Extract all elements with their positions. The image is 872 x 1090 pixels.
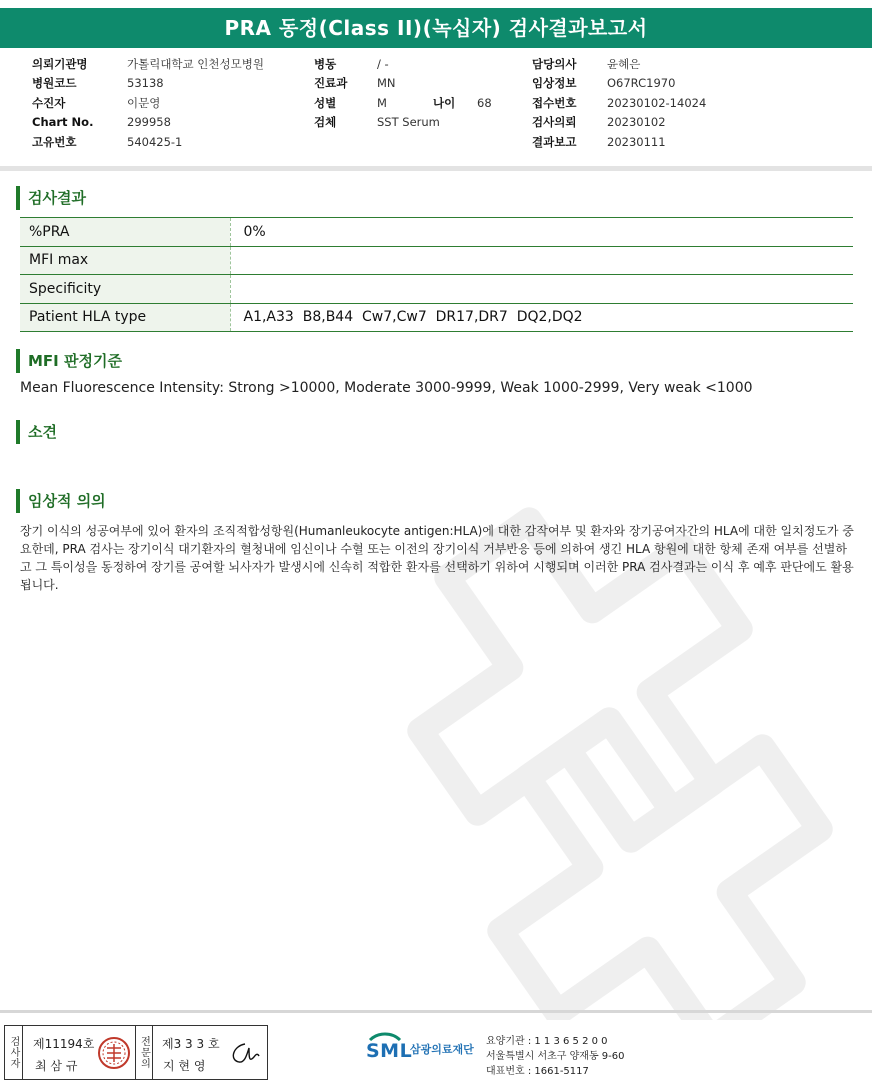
- result-value: [230, 246, 853, 275]
- field-value: / -: [377, 56, 389, 71]
- field-value: 540425-1: [127, 134, 183, 149]
- info-row: [32, 93, 264, 113]
- info-row: [532, 54, 706, 74]
- results-section-title: 검사결과: [16, 186, 86, 210]
- reviewer-label: [135, 1026, 153, 1079]
- results-table: [20, 217, 853, 332]
- info-row: [314, 93, 492, 113]
- field-label: 진료과: [314, 76, 348, 91]
- field-value: M: [377, 95, 387, 110]
- field-label: 의뢰기관명: [32, 56, 88, 71]
- info-row: [32, 74, 264, 94]
- field-value: 20230102: [607, 115, 666, 130]
- mfi-section-title: MFI 판정기준: [16, 349, 122, 373]
- info-row: [532, 74, 706, 94]
- field-label: 수진자: [32, 95, 66, 110]
- info-row: [532, 93, 706, 113]
- field-label: 성별: [314, 95, 337, 110]
- result-label: %PRA: [20, 218, 230, 247]
- result-value: [230, 275, 853, 304]
- result-label: Specificity: [20, 275, 230, 304]
- opinion-section-title: 소견: [16, 420, 57, 444]
- info-row: [32, 113, 264, 133]
- examiner-label: [5, 1026, 23, 1079]
- field-label: 접수번호: [532, 95, 577, 110]
- field-value: 윤혜은: [607, 56, 641, 71]
- field-label: 고유번호: [32, 134, 77, 149]
- org-phone: 대표번호 : 1661-5117: [486, 1066, 589, 1077]
- field-value: 20230111: [607, 134, 666, 149]
- clinical-significance-text: 장기 이식의 성공여부에 있어 환자의 조직적합성항원(Humanleukocyte antigen:HLA)에 대한 감작여부 및 환자와 장기공여자간의 HLA에 대한 일치정도가 중요한데, PRA 검사는 장기이식 대기환자의 혈청내에 임신이나 수혈 또는 이전의 장기이식 거부반응 등에 의하여 생긴 HLA 항원에 대한 항체 존재 여부를 선별하고 그 특이성을 동정하여 장기를 공여할 뇌사자가 발생시에 신속히 적합한 환자를 선택하기 위하여 시행되며 이러한 PRA 검사결과는 이식 후 예후 판단에도 활용됩니다.: [20, 524, 854, 592]
- logo-text: SML: [366, 1040, 413, 1062]
- info-row: [314, 74, 492, 94]
- examiner-license: 제11194호: [33, 1037, 95, 1051]
- info-column-3: [532, 54, 706, 152]
- field-value: 299958: [127, 115, 171, 130]
- field-label: 결과보고: [532, 134, 577, 149]
- field-label: 임상정보: [532, 76, 577, 91]
- org-name: 삼광의료재단: [410, 1043, 474, 1056]
- org-code: 요양기관 : 1 1 3 6 5 2 0 0: [486, 1036, 608, 1047]
- field-label: 병동: [314, 56, 337, 71]
- result-value: 0%: [230, 218, 853, 247]
- seal-stamp-icon: [97, 1036, 131, 1070]
- info-row: [532, 132, 706, 152]
- table-row: [20, 218, 853, 247]
- footer-divider: [0, 1010, 872, 1013]
- info-row: [32, 54, 264, 74]
- reviewer-name: 지 현 영: [163, 1059, 206, 1073]
- field-value: 가톨릭대학교 인천성모병원: [127, 56, 264, 71]
- info-row: [314, 113, 492, 133]
- org-info: [486, 1034, 625, 1079]
- examiner-label-text: 검사자: [8, 1036, 19, 1069]
- signature-box: [4, 1025, 268, 1080]
- field-label: 담당의사: [532, 56, 577, 71]
- field-value: 20230102-14024: [607, 95, 707, 110]
- result-label: Patient HLA type: [20, 303, 230, 332]
- info-row: [532, 113, 706, 133]
- result-value: A1,A33 B8,B44 Cw7,Cw7 DR17,DR7 DQ2,DQ2: [230, 303, 853, 332]
- reviewer-license: 제3 3 3 호: [162, 1037, 220, 1051]
- field-label: Chart No.: [32, 115, 94, 130]
- clinical-section-title: 임상적 의의: [16, 489, 106, 513]
- field-value: O67RC1970: [607, 76, 676, 91]
- mfi-criteria-text: Mean Fluorescence Intensity: Strong >10000, Moderate 3000-9999, Weak 1000-2999, Very weak <1000: [20, 380, 753, 396]
- report-title: PRA 동정(Class II)(녹십자) 검사결과보고서: [0, 8, 872, 48]
- table-row: [20, 246, 853, 275]
- field-value: MN: [377, 76, 396, 91]
- sml-logo: [364, 1032, 474, 1060]
- field-label: 병원코드: [32, 76, 77, 91]
- signature-icon: [227, 1040, 263, 1068]
- info-row: [314, 54, 492, 74]
- field-value: SST Serum: [377, 115, 440, 130]
- info-row: [32, 132, 264, 152]
- info-column-2: [314, 54, 492, 132]
- examiner-name: 최 삼 규: [35, 1059, 78, 1073]
- result-label: MFI max: [20, 246, 230, 275]
- org-address: 서울특별시 서초구 양재동 9-60: [486, 1051, 625, 1062]
- table-row: [20, 275, 853, 304]
- field-value: 53138: [127, 76, 164, 91]
- header-divider: [0, 166, 872, 171]
- field-label: 검사의뢰: [532, 115, 577, 130]
- info-column-1: [32, 54, 264, 152]
- age-label: 나이: [433, 95, 456, 110]
- age-value: 68: [477, 95, 492, 110]
- reviewer-label-text: 전문의: [138, 1036, 150, 1069]
- field-value: 이문영: [127, 95, 161, 110]
- table-row: [20, 303, 853, 332]
- patient-info: [0, 54, 872, 164]
- field-label: 검체: [314, 115, 337, 130]
